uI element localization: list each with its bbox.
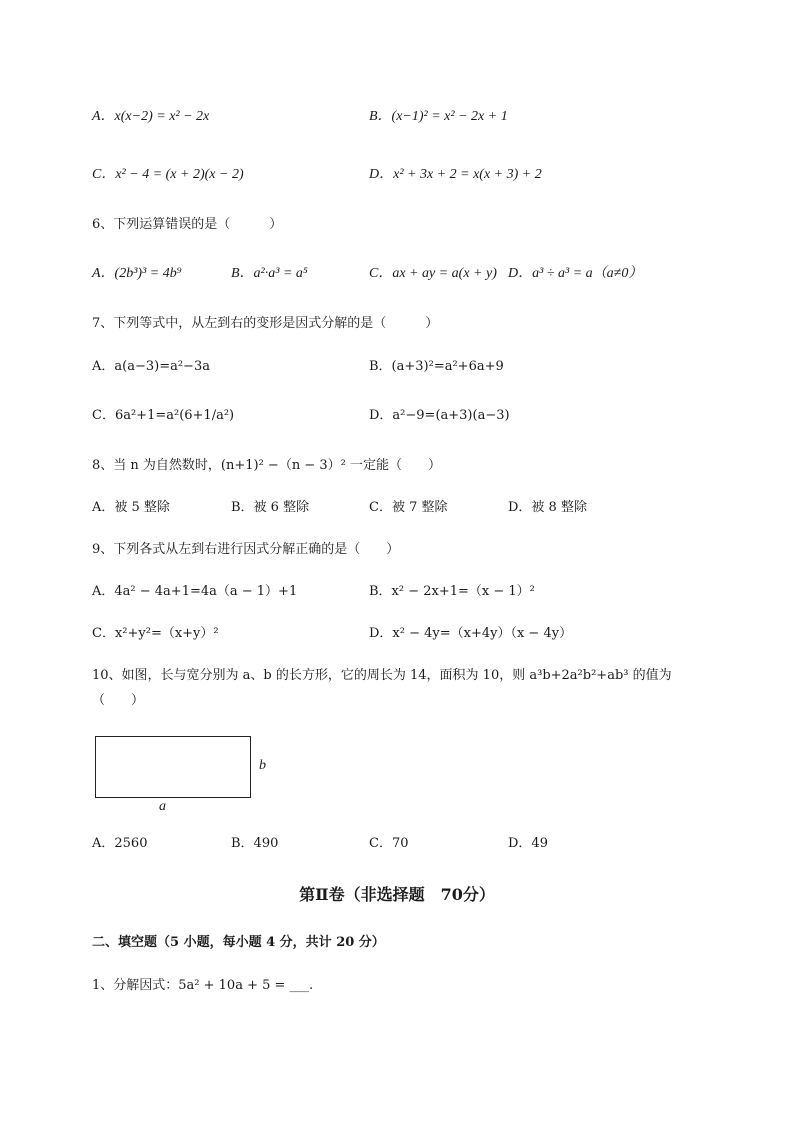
q7-option-c: C．6a²+1=a²(6+1/a²)	[92, 408, 235, 423]
q6-stem: 6、下列运算错误的是（ ）	[92, 217, 283, 232]
q10-stem-blank: （ ）	[92, 693, 145, 708]
rectangle-figure	[95, 736, 251, 798]
part-two-title: 第Ⅱ卷（非选择题 70分）	[299, 885, 495, 904]
q5-option-c: C．x² − 4 = (x + 2)(x − 2)	[92, 167, 244, 182]
q10-stem: 10、如图，长与宽分别为 a、b 的长方形，它的周长为 14，面积为 10，则 a³b+2a²b²+ab³ 的值为	[92, 668, 672, 683]
q9-option-c: C．x²+y²=（x+y）²	[92, 626, 219, 641]
fill-blank-section-heading: 二、填空题（5 小题，每小题 4 分，共计 20 分）	[92, 935, 385, 950]
q7-stem: 7、下列等式中，从左到右的变形是因式分解的是（ ）	[92, 316, 439, 331]
q9-option-b: B．x² − 2x+1=（x − 1）²	[369, 584, 535, 599]
q7-option-a: A．a(a−3)=a²−3a	[92, 359, 210, 374]
rectangle-width-label: b	[259, 758, 266, 773]
q8-option-b: B．被 6 整除	[231, 500, 310, 515]
q5-option-a: A．x(x−2) = x² − 2x	[92, 109, 210, 124]
q10-option-d: D．49	[508, 836, 548, 851]
q9-option-a: A．4a² − 4a+1=4a（a − 1）+1	[92, 584, 298, 599]
q5-option-b: B．(x−1)² = x² − 2x + 1	[369, 109, 508, 124]
q6-option-a: A．(2b³)³ = 4b⁹	[92, 266, 182, 281]
q8-stem: 8、当 n 为自然数时，(n+1)² −（n − 3）² 一定能（ ）	[92, 458, 441, 473]
q8-option-c: C．被 7 整除	[369, 500, 448, 515]
q9-option-d: D．x² − 4y=（x+4y）（x − 4y）	[369, 626, 573, 641]
rectangle-length-label: a	[159, 799, 166, 814]
q10-option-b: B．490	[231, 836, 279, 851]
q5-option-d: D．x² + 3x + 2 = x(x + 3) + 2	[369, 167, 542, 182]
q7-option-b: B．(a+3)²=a²+6a+9	[369, 359, 504, 374]
q6-option-d: D．a³ ÷ a³ = a（a≠0）	[508, 266, 643, 281]
q6-option-c: C．ax + ay = a(x + y)	[369, 266, 497, 281]
q7-option-d: D．a²−9=(a+3)(a−3)	[369, 408, 510, 423]
q8-option-d: D．被 8 整除	[508, 500, 587, 515]
q10-option-c: C．70	[369, 836, 409, 851]
q8-option-a: A．被 5 整除	[92, 500, 170, 515]
q9-stem: 9、下列各式从左到右进行因式分解正确的是（ ）	[92, 542, 400, 557]
q10-option-a: A．2560	[92, 836, 148, 851]
q6-option-b: B．a²·a³ = a⁵	[231, 266, 308, 281]
fill-blank-question-1: 1、分解因式：5a² + 10a + 5 = ___.	[92, 978, 314, 993]
